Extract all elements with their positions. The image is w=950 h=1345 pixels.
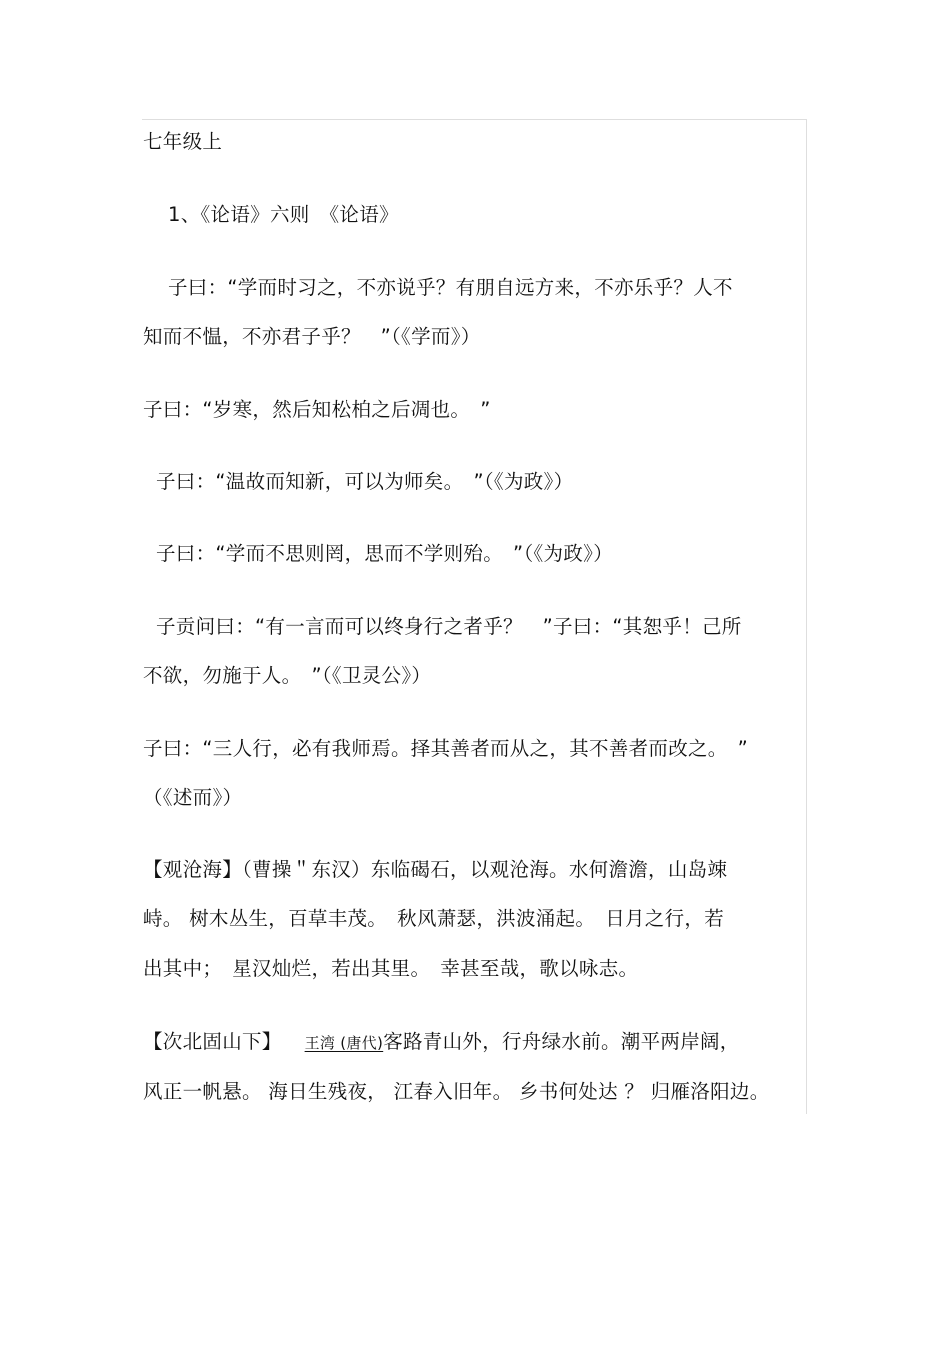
poem-text-line: 出其中； 星汉灿烂，若出其里。 幸甚至哉，歌以咏志。 [143,957,639,980]
poem-author: 王湾 (唐代) [304,1034,384,1052]
grade-heading: 七年级上 [143,130,223,153]
poem-text-line: 峙。 树木丛生，百草丰茂。 秋风萧瑟，洪波涌起。 日月之行，若 [143,907,724,930]
poem-verse: 客路青山外，行舟绿水前。潮平两岸阔， [383,1030,740,1053]
text-line: 子曰：“温故而知新，可以为师矣。 ”（《为政》） [156,470,574,493]
poem-title: 【次北固山下】 [143,1030,282,1053]
text-line: 子曰：“学而不思则罔，思而不学则殆。 ”（《为政》） [156,542,614,565]
text-line: 子曰：“三人行，必有我师焉。择其善者而从之，其不善者而改之。 ” [143,737,749,760]
text-line: 子贡问曰：“有一言而可以终身行之者乎？ ”子曰：“其恕乎！己所 [156,615,742,638]
text-line: （《述而》） [143,786,243,809]
section-title: 1、《论语》六则 《论语》 [168,203,399,226]
poem-line [143,1030,740,1055]
text-line: 知而不愠，不亦君子乎？ ”（《学而》） [143,325,481,348]
poem-verse: 风正一帆悬。 海日生残夜， 江春入旧年。 乡书何处达 ？ 归雁洛阳边。 [143,1080,770,1103]
text-line: 子曰：“岁寒，然后知松柏之后凋也。 ” [143,398,491,421]
text-line: 不欲，勿施于人。 ”（《卫灵公》） [143,664,432,687]
text-line: 子曰：“学而时习之，不亦说乎？有朋自远方来，不亦乐乎？人不 [168,276,733,299]
poem-text-line: 【观沧海】（曹操＂东汉）东临碣石，以观沧海。水何澹澹，山岛竦 [143,858,728,881]
